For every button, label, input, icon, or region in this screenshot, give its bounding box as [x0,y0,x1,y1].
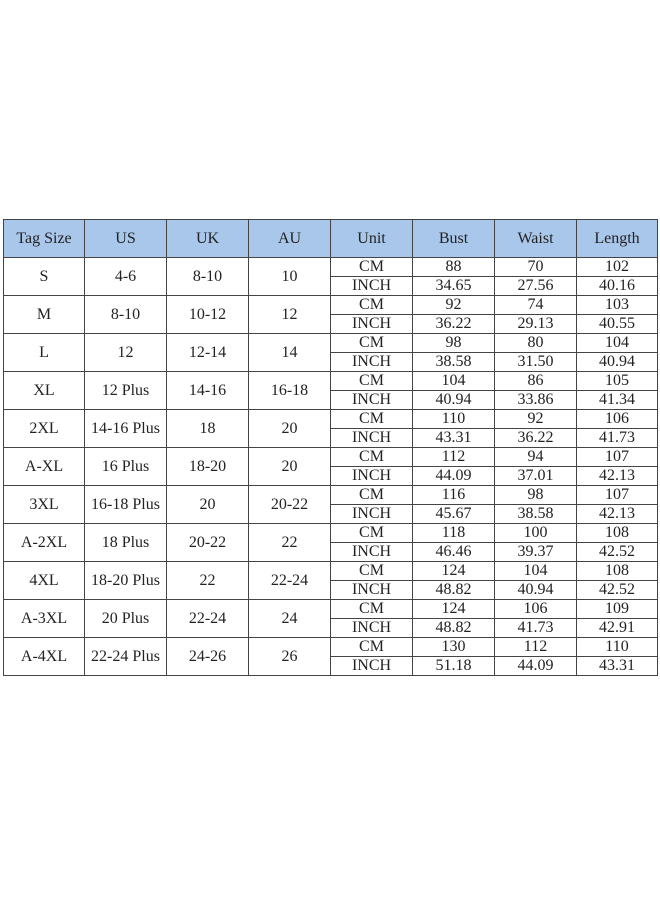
length-cell-inch: 41.34 [577,391,658,410]
tag-size-cell: 2XL [4,410,85,448]
waist-cell-inch: 41.73 [495,619,577,638]
waist-cell-inch: 29.13 [495,315,577,334]
waist-cell-inch: 27.56 [495,277,577,296]
waist-cell-cm: 98 [495,486,577,505]
uk-size-cell: 18-20 [167,448,249,486]
us-size-cell: 12 Plus [85,372,167,410]
unit-cell-inch: INCH [331,277,413,296]
length-cell-cm: 104 [577,334,658,353]
unit-cell-cm: CM [331,562,413,581]
unit-cell-cm: CM [331,600,413,619]
bust-cell-cm: 130 [413,638,495,657]
waist-cell-cm: 80 [495,334,577,353]
bust-cell-cm: 118 [413,524,495,543]
au-size-cell: 20-22 [249,486,331,524]
unit-cell-cm: CM [331,258,413,277]
tag-size-cell: A-2XL [4,524,85,562]
size-chart-header [4,220,658,258]
table-row-cm [4,296,658,315]
tag-size-cell: A-3XL [4,600,85,638]
tag-size-cell: A-XL [4,448,85,486]
unit-cell-cm: CM [331,334,413,353]
header-au: AU [249,220,331,258]
table-row-cm [4,600,658,619]
au-size-cell: 12 [249,296,331,334]
length-cell-inch: 42.52 [577,543,658,562]
unit-cell-cm: CM [331,638,413,657]
size-chart-table [3,219,658,676]
waist-cell-cm: 86 [495,372,577,391]
waist-cell-cm: 92 [495,410,577,429]
length-cell-cm: 108 [577,562,658,581]
uk-size-cell: 10-12 [167,296,249,334]
header-unit: Unit [331,220,413,258]
us-size-cell: 18 Plus [85,524,167,562]
us-size-cell: 12 [85,334,167,372]
size-chart-body [4,258,658,676]
tag-size-cell: S [4,258,85,296]
tag-size-cell: A-4XL [4,638,85,676]
bust-cell-cm: 110 [413,410,495,429]
table-row-cm [4,448,658,467]
unit-cell-inch: INCH [331,657,413,676]
waist-cell-inch: 31.50 [495,353,577,372]
au-size-cell: 10 [249,258,331,296]
waist-cell-cm: 106 [495,600,577,619]
table-row-cm [4,562,658,581]
waist-cell-cm: 74 [495,296,577,315]
unit-cell-inch: INCH [331,391,413,410]
uk-size-cell: 22 [167,562,249,600]
header-tag-size: Tag Size [4,220,85,258]
us-size-cell: 18-20 Plus [85,562,167,600]
au-size-cell: 22-24 [249,562,331,600]
bust-cell-inch: 43.31 [413,429,495,448]
bust-cell-inch: 38.58 [413,353,495,372]
au-size-cell: 14 [249,334,331,372]
unit-cell-cm: CM [331,486,413,505]
length-cell-cm: 110 [577,638,658,657]
table-row-cm [4,410,658,429]
length-cell-cm: 109 [577,600,658,619]
au-size-cell: 26 [249,638,331,676]
tag-size-cell: M [4,296,85,334]
unit-cell-inch: INCH [331,581,413,600]
bust-cell-inch: 48.82 [413,619,495,638]
length-cell-inch: 40.55 [577,315,658,334]
unit-cell-cm: CM [331,448,413,467]
waist-cell-cm: 104 [495,562,577,581]
length-cell-inch: 43.31 [577,657,658,676]
au-size-cell: 24 [249,600,331,638]
length-cell-cm: 105 [577,372,658,391]
bust-cell-cm: 92 [413,296,495,315]
us-size-cell: 16-18 Plus [85,486,167,524]
header-uk: UK [167,220,249,258]
bust-cell-inch: 51.18 [413,657,495,676]
unit-cell-inch: INCH [331,619,413,638]
bust-cell-cm: 88 [413,258,495,277]
length-cell-cm: 107 [577,486,658,505]
length-cell-cm: 102 [577,258,658,277]
bust-cell-cm: 98 [413,334,495,353]
length-cell-inch: 42.13 [577,505,658,524]
waist-cell-inch: 44.09 [495,657,577,676]
waist-cell-inch: 39.37 [495,543,577,562]
waist-cell-inch: 38.58 [495,505,577,524]
bust-cell-inch: 40.94 [413,391,495,410]
bust-cell-cm: 116 [413,486,495,505]
bust-cell-cm: 124 [413,600,495,619]
unit-cell-cm: CM [331,524,413,543]
bust-cell-inch: 46.46 [413,543,495,562]
us-size-cell: 20 Plus [85,600,167,638]
table-row-cm [4,258,658,277]
length-cell-cm: 108 [577,524,658,543]
header-waist: Waist [495,220,577,258]
tag-size-cell: XL [4,372,85,410]
us-size-cell: 16 Plus [85,448,167,486]
uk-size-cell: 12-14 [167,334,249,372]
waist-cell-inch: 40.94 [495,581,577,600]
length-cell-inch: 40.16 [577,277,658,296]
header-bust: Bust [413,220,495,258]
waist-cell-cm: 70 [495,258,577,277]
bust-cell-inch: 36.22 [413,315,495,334]
au-size-cell: 16-18 [249,372,331,410]
bust-cell-inch: 44.09 [413,467,495,486]
header-us: US [85,220,167,258]
unit-cell-inch: INCH [331,353,413,372]
length-cell-inch: 42.13 [577,467,658,486]
length-cell-inch: 42.52 [577,581,658,600]
uk-size-cell: 8-10 [167,258,249,296]
bust-cell-inch: 34.65 [413,277,495,296]
length-cell-cm: 106 [577,410,658,429]
au-size-cell: 20 [249,448,331,486]
tag-size-cell: 4XL [4,562,85,600]
header-row [4,220,658,258]
us-size-cell: 4-6 [85,258,167,296]
uk-size-cell: 24-26 [167,638,249,676]
waist-cell-cm: 112 [495,638,577,657]
unit-cell-inch: INCH [331,505,413,524]
uk-size-cell: 18 [167,410,249,448]
length-cell-inch: 42.91 [577,619,658,638]
uk-size-cell: 22-24 [167,600,249,638]
bust-cell-cm: 112 [413,448,495,467]
table-row-cm [4,372,658,391]
unit-cell-inch: INCH [331,467,413,486]
waist-cell-cm: 100 [495,524,577,543]
waist-cell-inch: 37.01 [495,467,577,486]
length-cell-inch: 41.73 [577,429,658,448]
unit-cell-cm: CM [331,296,413,315]
waist-cell-inch: 36.22 [495,429,577,448]
us-size-cell: 14-16 Plus [85,410,167,448]
table-row-cm [4,334,658,353]
length-cell-inch: 40.94 [577,353,658,372]
tag-size-cell: 3XL [4,486,85,524]
uk-size-cell: 14-16 [167,372,249,410]
waist-cell-cm: 94 [495,448,577,467]
table-row-cm [4,638,658,657]
header-length: Length [577,220,658,258]
table-row-cm [4,486,658,505]
unit-cell-inch: INCH [331,315,413,334]
au-size-cell: 22 [249,524,331,562]
waist-cell-inch: 33.86 [495,391,577,410]
unit-cell-inch: INCH [331,429,413,448]
length-cell-cm: 107 [577,448,658,467]
bust-cell-inch: 45.67 [413,505,495,524]
tag-size-cell: L [4,334,85,372]
uk-size-cell: 20-22 [167,524,249,562]
bust-cell-cm: 104 [413,372,495,391]
unit-cell-inch: INCH [331,543,413,562]
unit-cell-cm: CM [331,372,413,391]
table-row-cm [4,524,658,543]
uk-size-cell: 20 [167,486,249,524]
unit-cell-cm: CM [331,410,413,429]
length-cell-cm: 103 [577,296,658,315]
au-size-cell: 20 [249,410,331,448]
bust-cell-cm: 124 [413,562,495,581]
us-size-cell: 8-10 [85,296,167,334]
bust-cell-inch: 48.82 [413,581,495,600]
us-size-cell: 22-24 Plus [85,638,167,676]
